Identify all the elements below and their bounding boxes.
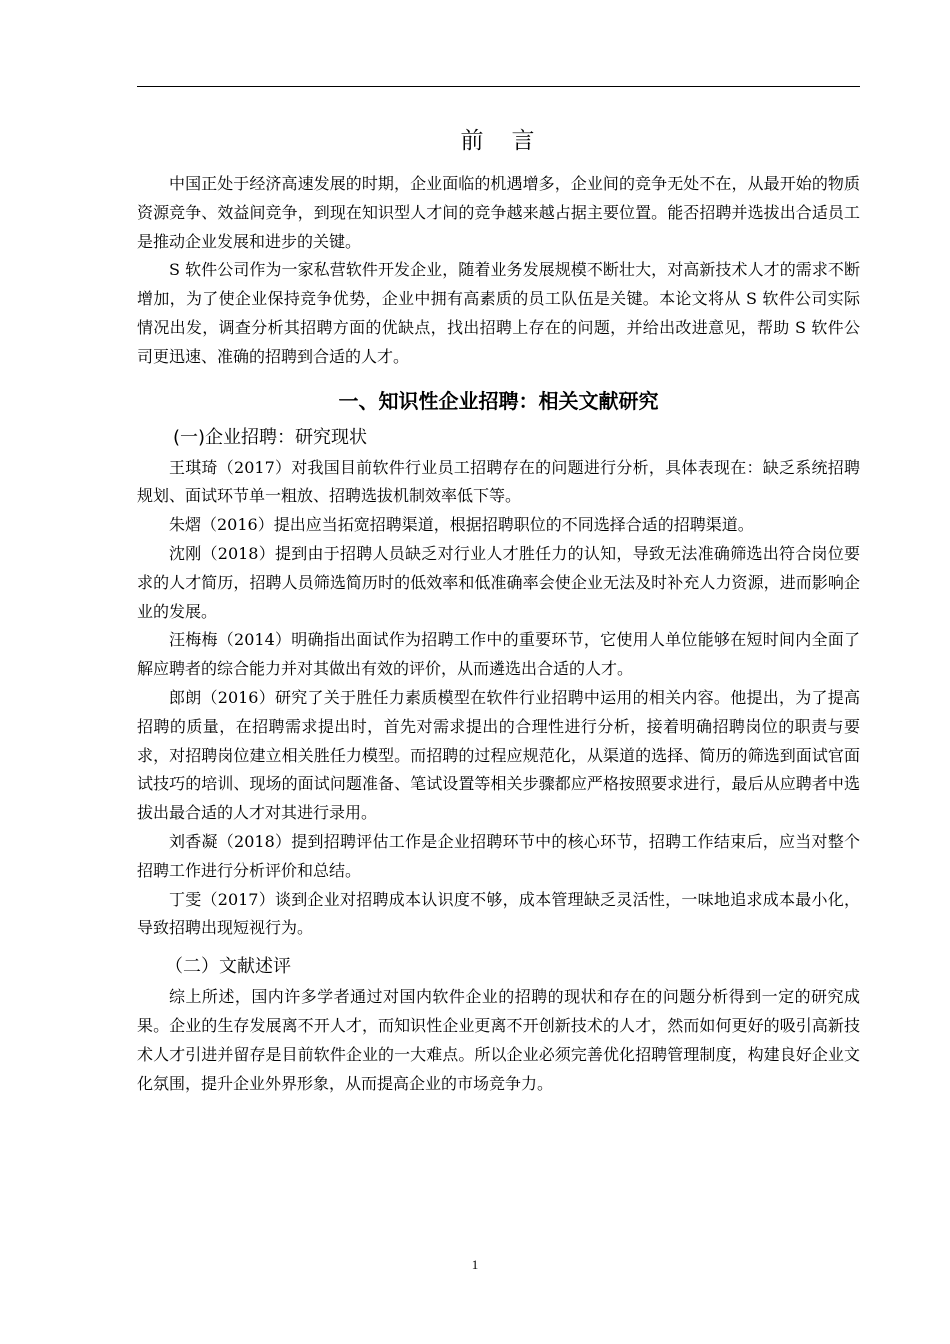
literature-paragraph: 沈刚（2018）提到由于招聘人员缺乏对行业人才胜任力的认知，导致无法准确筛选出符合岗位要求的人才简历，招聘人员筛选简历时的低效率和低准确率会使企业无法及时补充人力资源，进而影响企业的发展。 <box>137 543 860 621</box>
subsection-heading: （二）文献述评 <box>165 956 291 978</box>
page-number: 1 <box>471 1257 479 1272</box>
intro-paragraph: S 软件公司作为一家私营软件开发企业，随着业务发展规模不断壮大，对高新技术人才的需求不断增加，为了使企业保持竞争优势，企业中拥有高素质的员工队伍是关键。本论文将从 S 软件公司实际情况出发，调查分析其招聘方面的优缺点，找出招聘上存在的问题，并给出改进意见，帮助 S 软件公司更迅速、准确的招聘到合适的人才。 <box>137 260 860 366</box>
literature-paragraph: 丁雯（2017）谈到企业对招聘成本认识度不够，成本管理缺乏灵活性，一味地追求成本最小化，导致招聘出现短视行为。 <box>137 889 860 938</box>
subsection-heading: (一)企业招聘：研究现状 <box>173 426 368 448</box>
intro-paragraph: 中国正处于经济高速发展的时期，企业面临的机遇增多，企业间的竞争无处不在，从最开始的物质资源竞争、效益间竞争，到现在知识型人才间的竞争越来越占据主要位置。能否招聘并选拔出合适员工是推动企业发展和进步的关键。 <box>137 174 860 251</box>
review-paragraph: 综上所述，国内许多学者通过对国内软件企业的招聘的现状和存在的问题分析得到一定的研究成果。企业的生存发展离不开人才，而知识性企业更离不开创新技术的人才，然而如何更好的吸引高新技术人才引进并留存是目前软件企业的一大难点。所以企业必须完善优化招聘管理制度，构建良好企业文化氛围，提升企业外界形象，从而提高企业的市场竞争力。 <box>137 987 860 1093</box>
literature-paragraph: 刘香凝（2018）提到招聘评估工作是企业招聘环节中的核心环节，招聘工作结束后，应当对整个招聘工作进行分析评价和总结。 <box>137 831 860 880</box>
section-heading: 一、知识性企业招聘：相关文献研究 <box>338 388 659 413</box>
page-title: 前言 <box>460 128 563 154</box>
literature-paragraph: 朱熠（2016）提出应当拓宽招聘渠道，根据招聘职位的不同选择合适的招聘渠道。 <box>169 515 754 535</box>
page-content <box>137 124 860 1098</box>
header-rule <box>137 86 860 87</box>
literature-paragraph: 汪梅梅（2014）明确指出面试作为招聘工作中的重要环节，它使用人单位能够在短时间内全面了解应聘者的综合能力并对其做出有效的评价，从而遴选出合适的人才。 <box>137 630 860 679</box>
literature-paragraph: 王琪琦（2017）对我国目前软件行业员工招聘存在的问题进行分析，具体表现在：缺乏系统招聘规划、面试环节单一粗放、招聘选拔机制效率低下等。 <box>137 457 860 506</box>
literature-paragraph: 郎朗（2016）研究了关于胜任力素质模型在软件行业招聘中运用的相关内容。他提出，为了提高招聘的质量，在招聘需求提出时，首先对需求提出的合理性进行分析，接着明确招聘岗位的职责与要求，对招聘岗位建立相关胜任力模型。而招聘的过程应规范化，从渠道的选择、简历的筛选到面试官面试技巧的培训、现场的面试问题准备、笔试设置等相关步骤都应严格按照要求进行，最后从应聘者中选拔出最合适的人才对其进行录用。 <box>137 687 860 823</box>
